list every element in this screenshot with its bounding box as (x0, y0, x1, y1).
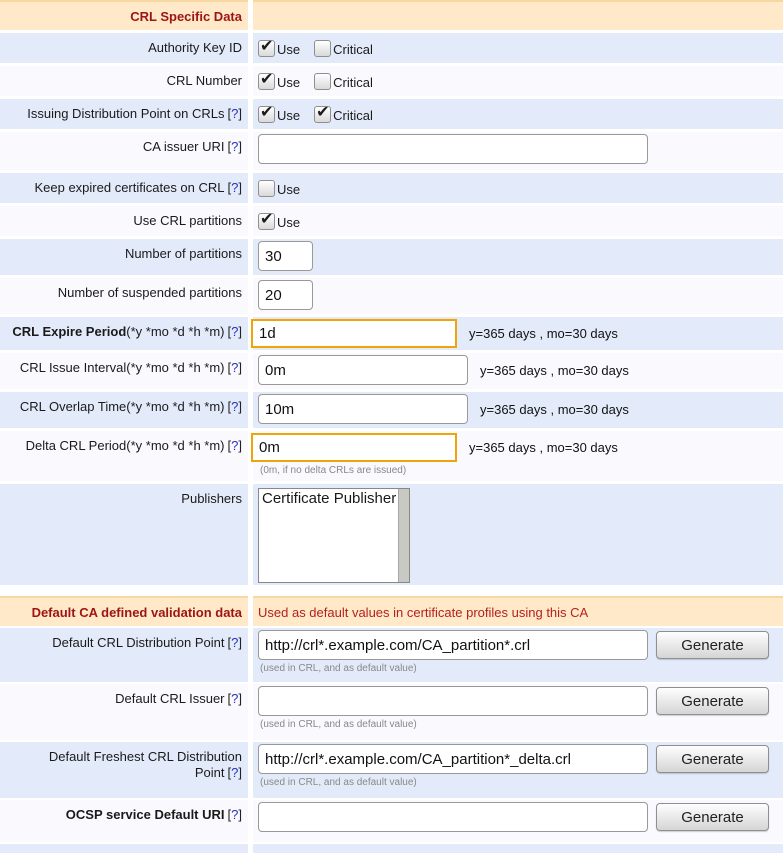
use-crl-partitions-checkbox[interactable] (258, 213, 275, 230)
row-next-partial (0, 844, 783, 853)
generate-button[interactable]: Generate (656, 631, 769, 659)
number-of-partitions-input[interactable] (258, 241, 313, 271)
crl-issue-interval-input[interactable] (258, 355, 468, 385)
help-link[interactable]: [?] (227, 691, 242, 706)
generate-button[interactable]: Generate (656, 745, 769, 773)
section2-title: Default CA defined validation data (0, 596, 248, 626)
use-crl-partitions-label: Use CRL partitions (0, 206, 248, 236)
row-idp-on-crls (0, 99, 783, 129)
crl-expire-period-input[interactable] (251, 319, 457, 348)
default-crl-dp-input[interactable] (258, 630, 648, 660)
period-conversion-note: y=365 days , mo=30 days (480, 401, 629, 417)
critical-checkbox-label: Critical (333, 42, 373, 57)
section2-subtitle: Used as default values in certificate profiles using this CA (258, 605, 589, 620)
row-ca-issuer-uri (0, 132, 783, 170)
row-crl-expire-period (0, 317, 783, 350)
row-default-crl-issuer (0, 684, 783, 740)
keep-expired-use-checkbox[interactable] (258, 180, 275, 197)
help-link[interactable]: [?] (227, 807, 242, 822)
crl-overlap-time-input[interactable] (258, 394, 468, 424)
help-link[interactable]: [?] (227, 438, 242, 453)
row-default-crl-distribution-point (0, 628, 783, 682)
use-checkbox-label: Use (277, 182, 301, 197)
crl-issue-interval-label: CRL Issue Interval(*y *mo *d *h *m) [?] (0, 353, 248, 389)
period-conversion-note: y=365 days , mo=30 days (469, 440, 618, 455)
ca-issuer-uri-label: CA issuer URI [?] (0, 132, 248, 170)
use-checkbox-label: Use (277, 42, 301, 57)
help-link[interactable]: [?] (227, 324, 242, 339)
number-of-suspended-partitions-input[interactable] (258, 280, 313, 310)
generate-button[interactable]: Generate (656, 687, 769, 715)
use-checkbox-label: Use (277, 215, 301, 230)
section1-title: CRL Specific Data (0, 0, 248, 30)
row-crl-issue-interval (0, 353, 783, 389)
default-value-helper-text: (used in CRL, and as default value) (260, 663, 417, 674)
period-conversion-note: y=365 days , mo=30 days (480, 362, 629, 378)
row-use-crl-partitions (0, 206, 783, 236)
row-crl-overlap-time (0, 392, 783, 428)
publishers-listbox-scrollbar[interactable] (398, 489, 409, 582)
keep-expired-label: Keep expired certificates on CRL [?] (0, 173, 248, 203)
publishers-listbox[interactable] (258, 488, 410, 583)
authority-key-id-critical-checkbox[interactable] (314, 40, 331, 57)
ocsp-service-default-uri-input[interactable] (258, 802, 648, 832)
crl-number-use-checkbox[interactable] (258, 73, 275, 90)
row-ocsp-service-default-uri (0, 800, 783, 842)
default-crl-dp-label: Default CRL Distribution Point [?] (0, 628, 248, 682)
help-link[interactable]: [?] (227, 399, 242, 414)
section-gap (0, 588, 783, 596)
row-crl-number (0, 66, 783, 96)
idp-on-crls-label: Issuing Distribution Point on CRLs [?] (0, 99, 248, 129)
publishers-label: Publishers (0, 484, 248, 585)
row-keep-expired (0, 173, 783, 203)
crl-expire-period-label: CRL Expire Period(*y *mo *d *h *m) [?] (0, 317, 248, 350)
period-conversion-note: y=365 days , mo=30 days (469, 326, 618, 341)
help-link[interactable]: [?] (227, 139, 242, 154)
default-crl-issuer-label: Default CRL Issuer [?] (0, 684, 248, 740)
idp-use-checkbox[interactable] (258, 106, 275, 123)
generate-button[interactable]: Generate (656, 803, 769, 831)
ocsp-service-default-uri-label: OCSP service Default URI [?] (0, 800, 248, 842)
section1-header (0, 0, 783, 30)
row-number-of-partitions (0, 239, 783, 275)
row-default-freshest-crl-dp (0, 742, 783, 798)
section2-header (0, 596, 783, 626)
delta-crl-period-label: Delta CRL Period(*y *mo *d *h *m) [?] (0, 431, 248, 481)
crl-number-label: CRL Number (0, 66, 248, 96)
publishers-listbox-item[interactable]: Certificate Publisher (262, 490, 397, 507)
row-authority-key-id (0, 33, 783, 63)
help-link[interactable]: [?] (227, 635, 242, 650)
idp-critical-checkbox[interactable] (314, 106, 331, 123)
crl-number-critical-checkbox[interactable] (314, 73, 331, 90)
crl-overlap-time-label: CRL Overlap Time(*y *mo *d *h *m) [?] (0, 392, 248, 428)
default-value-helper-text: (used in CRL, and as default value) (260, 777, 417, 788)
row-publishers (0, 484, 783, 585)
help-link[interactable]: [?] (227, 360, 242, 375)
help-link[interactable]: [?] (227, 106, 242, 121)
authority-key-id-label: Authority Key ID (0, 33, 248, 63)
row-delta-crl-period (0, 431, 783, 481)
delta-crl-period-input[interactable] (251, 433, 457, 462)
number-of-partitions-label: Number of partitions (0, 239, 248, 275)
default-freshest-crl-dp-input[interactable] (258, 744, 648, 774)
default-crl-issuer-input[interactable] (258, 686, 648, 716)
default-value-helper-text: (used in CRL, and as default value) (260, 719, 417, 730)
row-number-of-suspended-partitions (0, 278, 783, 314)
help-link[interactable]: [?] (227, 180, 242, 195)
authority-key-id-use-checkbox[interactable] (258, 40, 275, 57)
delta-crl-helper-text: (0m, if no delta CRLs are issued) (260, 465, 407, 476)
default-freshest-crl-dp-label: Default Freshest CRL Distribution Point [?] (0, 742, 248, 798)
use-checkbox-label: Use (277, 75, 301, 90)
critical-checkbox-label: Critical (333, 75, 373, 90)
section1-header-spacer (253, 0, 783, 30)
ca-issuer-uri-input[interactable] (258, 134, 648, 164)
number-of-suspended-partitions-label: Number of suspended partitions (0, 278, 248, 314)
critical-checkbox-label: Critical (333, 108, 373, 123)
help-link[interactable]: [?] (227, 765, 242, 780)
default-validation-data-section (0, 596, 783, 853)
use-checkbox-label: Use (277, 108, 301, 123)
